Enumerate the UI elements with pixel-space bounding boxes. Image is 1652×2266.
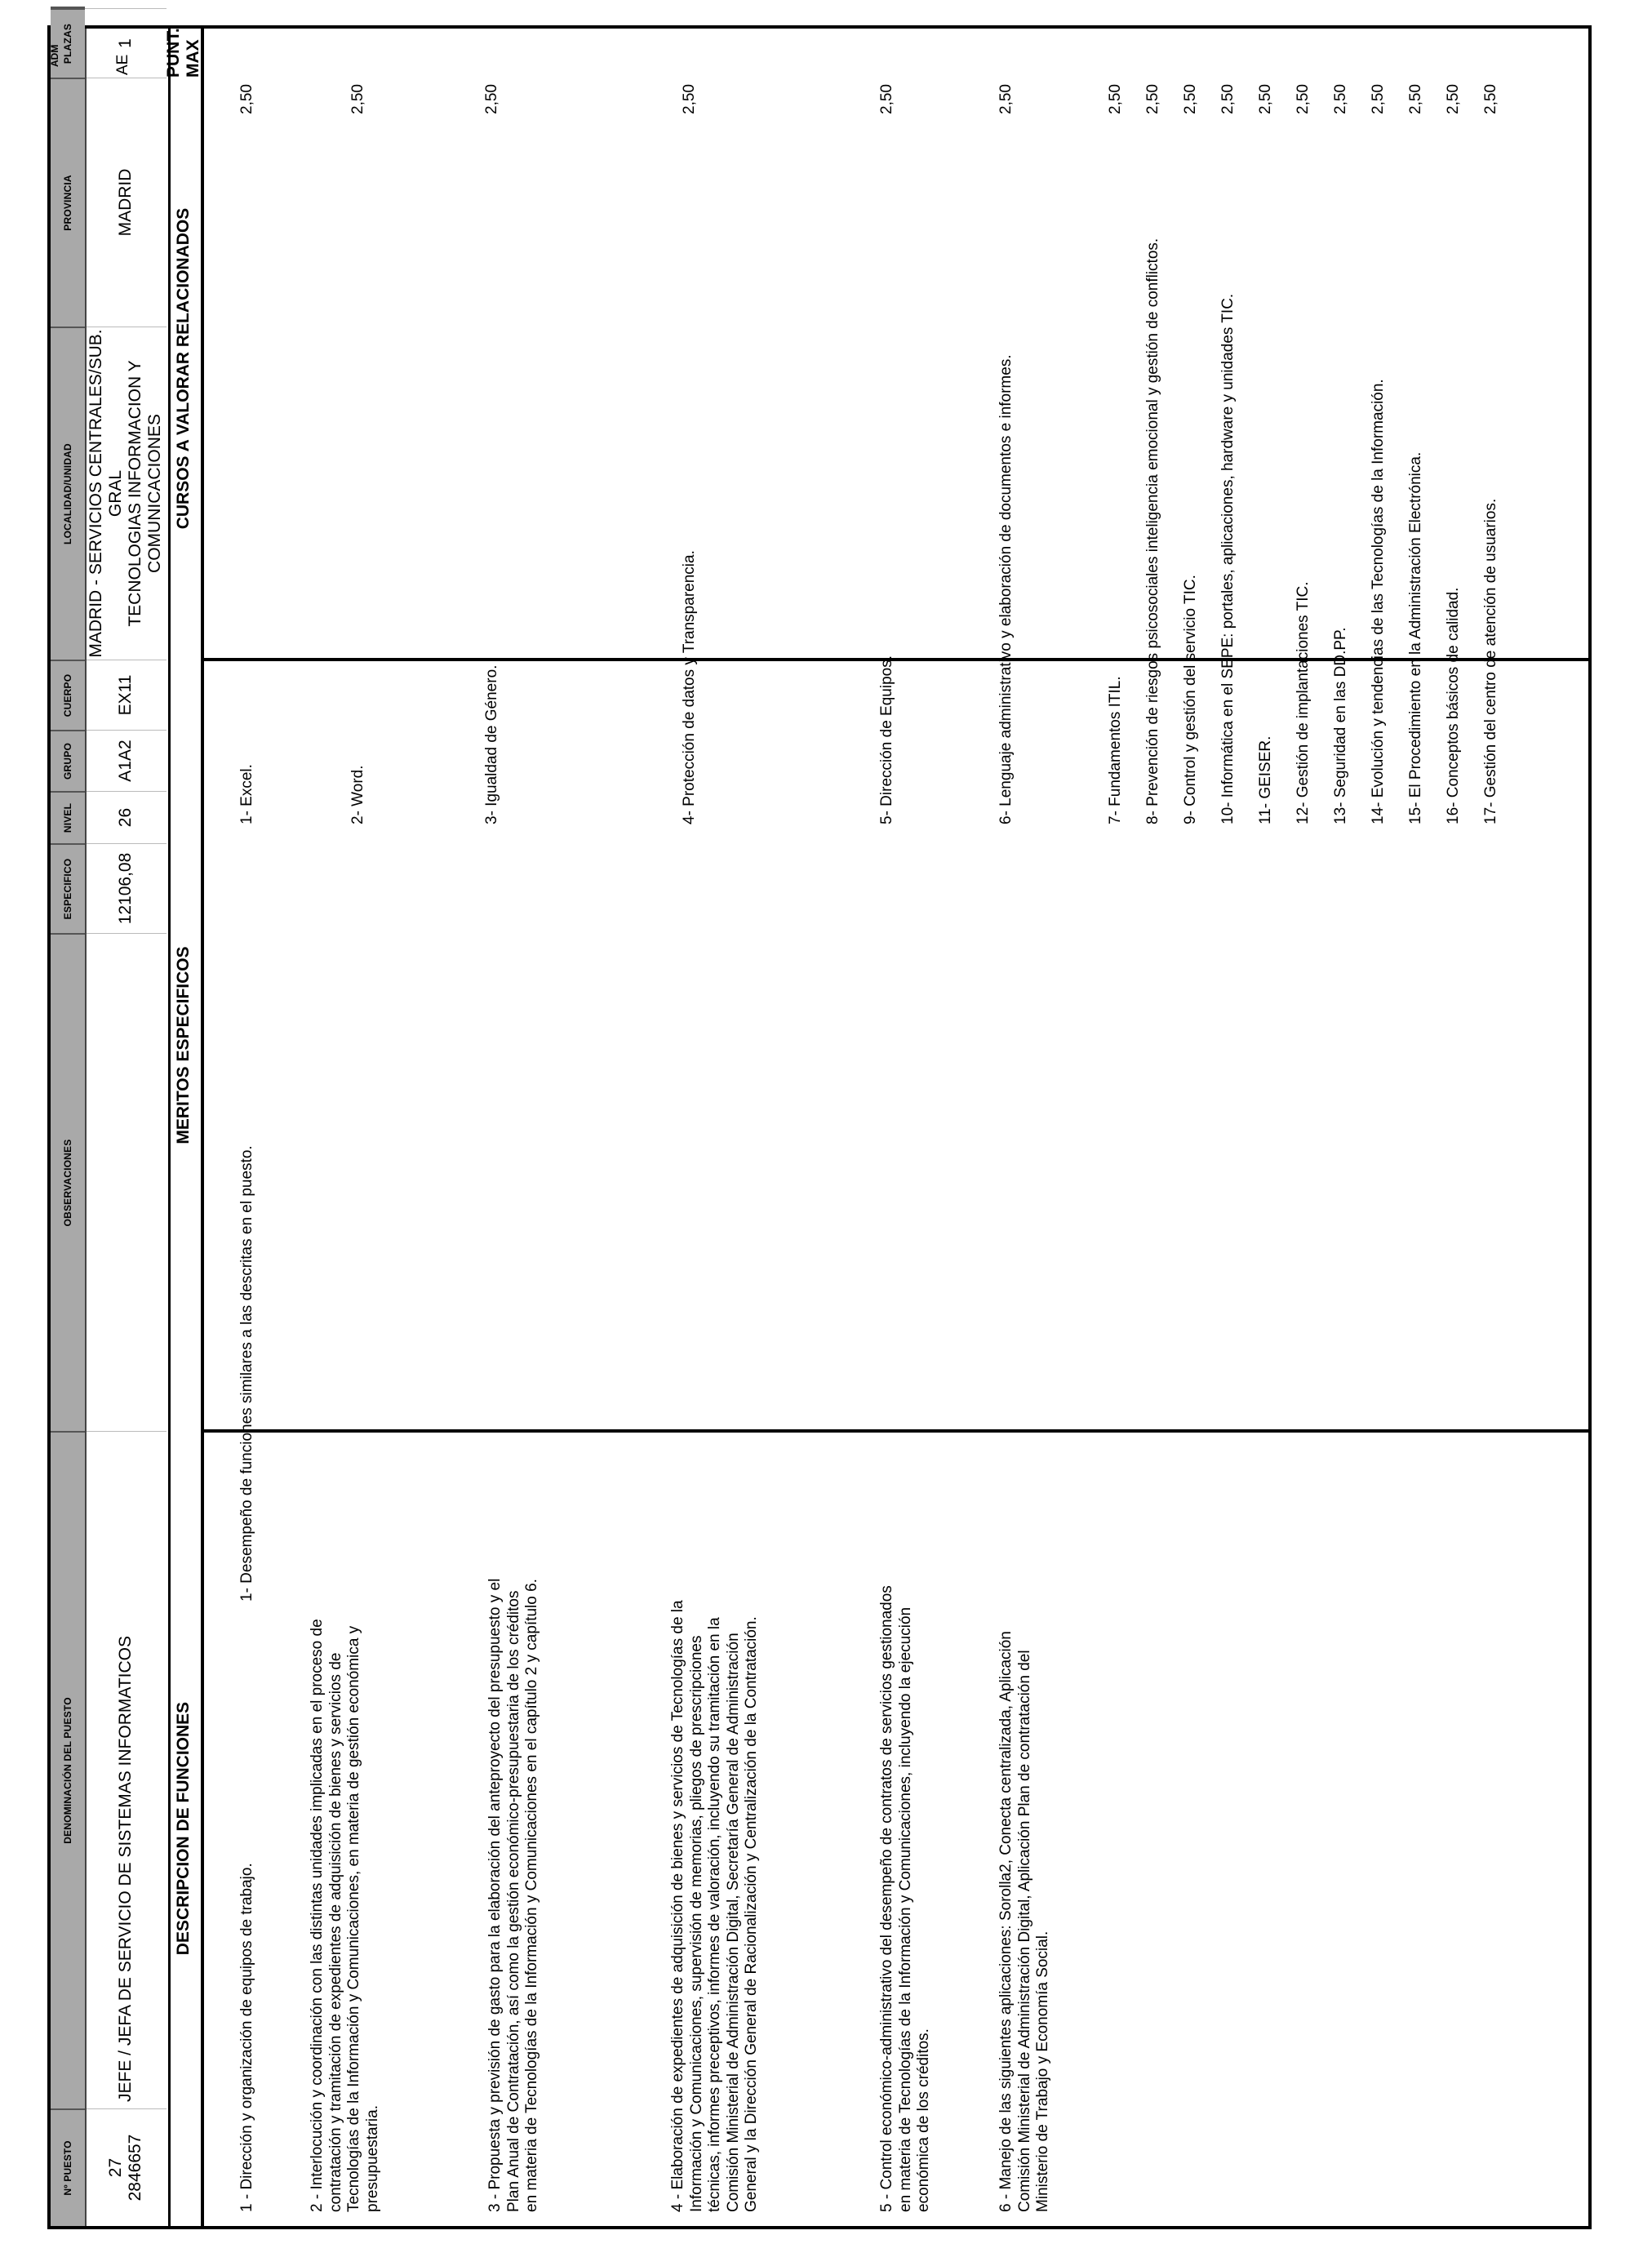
curso-line: 13- Seguridad en las DD.PP. [1332,627,1349,824]
puntuacion-value: 2,50 [1144,84,1161,114]
localidad-line-1: MADRID - SERVICIOS CENTRALES/SUB. GRAL [87,329,125,658]
puntuacion-value: 2,50 [1257,84,1274,114]
header-plazas: PLAZAS [51,8,85,78]
curso-line: 12- Gestión de implantaciones TIC. [1295,581,1312,824]
puntuacion-value: 2,50 [1482,84,1499,114]
value-denominacion: JEFE / JEFA DE SERVICIO DE SISTEMAS INFORMATICOS [85,1431,167,2108]
funcion-line: Comisión Ministerial de Administración Digital, Secretaría General de Administración [724,1633,742,2212]
header-cuerpo: CUERPO [51,660,85,730]
funcion-line: Comisión Ministerial de Administración Digital, Aplicación Plan de contratación del [1015,1650,1033,2212]
curso-line: 5- Dirección de Equipos. [878,655,895,824]
section-descripcion: DESCRIPCION DE FUNCIONES [174,1701,193,1956]
puntuacion-value: 2,50 [681,84,698,114]
puntuacion-value: 2,50 [1219,84,1237,114]
funcion-line: Ministerio de Trabajo y Economía Social. [1034,1931,1051,2212]
funcion-line: 6 - Manejo de las siguientes aplicaciones: Sorolla2, Conecta centralizada, Aplicación [997,1631,1015,2212]
localidad-line-2: TECNOLOGIAS INFORMACION Y COMUNICACIONES [126,360,164,627]
header-localidad: LOCALIDAD/UNIDAD [51,327,85,660]
value-nivel: 26 [85,791,167,843]
curso-line: 17- Gestión del centro de atención de usuarios. [1482,498,1499,824]
funcion-line: 3 - Propuesta y previsión de gasto para la elaboración del anteproyecto del presupuesto y el [486,1578,504,2212]
curso-line: 3- Igualdad de Género. [483,664,500,824]
header-grupo: GRUPO [51,730,85,791]
funcion-line: 2 - Interlocución y coordinación con las distintas unidades implicadas en el proceso de [309,1619,326,2212]
funcion-line: contratación y tramitación de expedientes de adquisición de bienes y servicios de [326,1652,344,2212]
funcion-line: 4 - Elaboración de expedientes de adquisición de bienes y servicios de Tecnologías de la [669,1600,686,2212]
curso-line: 8- Prevención de riesgos psicosociales inteligencia emocional y gestión de conflictos. [1144,238,1161,824]
puntuacion-value: 2,50 [1370,84,1387,114]
value-grupo: A1A2 [85,730,167,791]
curso-line: 2- Word. [349,765,366,824]
curso-line: 15- El Procedimiento en la Administración Electrónica. [1407,451,1424,824]
puntuacion-value: 2,50 [1332,84,1349,114]
puntuacion-value: 2,50 [1407,84,1424,114]
curso-line: 9- Control y gestión del servicio TIC. [1182,575,1199,824]
curso-line: 16- Conceptos básicos de calidad. [1445,587,1462,824]
curso-line: 10- Informática en el SEPE: portales, aplicaciones, hardware y unidades TIC. [1219,293,1237,824]
puesto-code: 2846657 [126,2134,144,2202]
funcion-line: técnicas, informes preceptivos, informes de valoración, incluyendo su tramitación en la [706,1617,723,2212]
funcion-line: en materia de Tecnologías de la Información y Comunicaciones, incluyendo la ejecución [896,1606,914,2212]
puntuacion-value: 2,50 [238,84,255,114]
header-observaciones: OBSERVACIONES [51,933,85,1431]
funcion-line: económica de los créditos. [915,2028,932,2212]
header-puesto: Nº PUESTO [51,2108,85,2226]
funcion-line: Información y Comunicaciones, supervisión de memorias, pliegos de prescripciones [687,1635,705,2212]
funcion-line: General y la Dirección General de Racionalización y Centralización de la Contratación. [743,1616,760,2212]
header-nivel: NIVEL [51,791,85,843]
section-cursos: CURSOS A VALORAR RELACIONADOS [174,207,193,530]
puntuacion-value: 2,50 [1295,84,1312,114]
curso-line: 7- Fundamentos ITIL. [1107,676,1124,824]
puntuacion-value: 2,50 [878,84,895,114]
section-punt-max: PUNT. MAX [164,28,202,78]
puntuacion-value: 2,50 [1107,84,1124,114]
funcion-line: 5 - Control económico-administrativo del desempeño de contratos de servicios gestionados [878,1585,895,2212]
header-denominacion: DENOMINACIÓN DEL PUESTO [51,1431,85,2108]
puntuacion-value: 2,50 [997,84,1015,114]
curso-line: 1- Excel. [238,764,255,824]
value-especifico: 12106,08 [85,843,167,933]
funcion-line: Tecnologías de la Información y Comunicaciones, en materia de gestión económica y [345,1625,362,2212]
value-provincia: MADRID [85,78,167,327]
curso-line: 11- GEISER. [1257,735,1274,824]
puntuacion-value: 2,50 [483,84,500,114]
value-adm: AE [114,54,131,75]
puntuacion-value: 2,50 [1182,84,1199,114]
value-cuerpo: EX11 [85,660,167,730]
curso-line: 4- Protección de datos y Transparencia. [681,550,698,824]
puntuacion-value: 2,50 [349,84,366,114]
header-especifico: ESPECIFICO [51,843,85,933]
curso-line: 6- Lenguaje administrativo y elaboración de documentos e informes. [997,354,1015,824]
section-meritos: MERITOS ESPECIFICOS [174,946,193,1144]
funcion-line: presupuestaria. [363,2105,381,2212]
funcion-line: en materia de Tecnologías de la Información y Comunicaciones en el capítulo 2 y capítulo 6. [523,1579,540,2212]
puesto-number: 27 [106,2157,125,2178]
value-plazas: 1 [85,8,167,78]
funcion-line: Plan Anual de Contratación, así como la gestión económico-presupuestaria de los créditos [504,1590,522,2212]
header-provincia: PROVINCIA [51,78,85,327]
puntuacion-value: 2,50 [1445,84,1462,114]
header-adm: ADM [49,44,60,67]
merito-line: 1- Desempeño de funciones similares a las descritas en el puesto. [238,1145,255,1602]
funcion-line: 1 - Dirección y organización de equipos de trabajo. [238,1863,255,2212]
curso-line: 14- Evolución y tendencias de las Tecnologías de la Información. [1370,379,1387,824]
